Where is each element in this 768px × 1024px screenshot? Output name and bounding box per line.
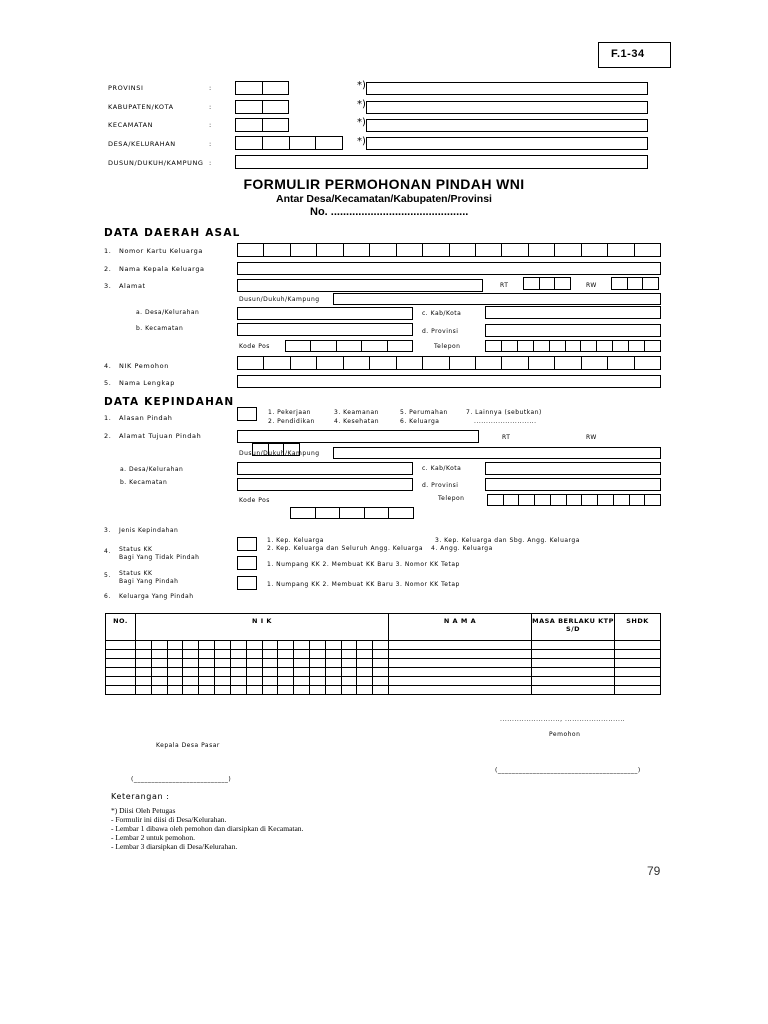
alasan-option: 7. Lainnya (sebutkan) [466, 409, 542, 416]
field-number: 1. [104, 247, 112, 255]
label-kabkota-asal: c. Kab/Kota [422, 310, 462, 317]
label-desa-tujuan: a. Desa/Kelurahan [120, 466, 184, 473]
alasan-option: 4. Kesehatan [334, 418, 380, 425]
label-kepala-desa: Kepala Desa Pasar [156, 742, 220, 749]
table-row[interactable] [106, 668, 661, 677]
nik-field[interactable] [237, 356, 661, 370]
nama-lengkap-field[interactable] [237, 375, 661, 388]
provinsi-name-field[interactable] [366, 82, 648, 95]
col-nik-header: N I K [136, 614, 389, 641]
label-status-tidak-sub: Bagi Yang Tidak Pindah [119, 554, 200, 561]
label-provinsi: PROVINSI [108, 84, 144, 92]
label-kodepos-tujuan: Kode Pos [239, 497, 270, 504]
colon: : [209, 103, 212, 111]
kabkota-tujuan-field[interactable] [485, 462, 661, 475]
section-asal-heading: DATA DAERAH ASAL [104, 227, 241, 239]
label-nik: NIK Pemohon [119, 362, 169, 370]
kabkota-asal-field[interactable] [485, 306, 661, 319]
table-row[interactable] [106, 686, 661, 695]
kodepos-asal-field[interactable] [285, 340, 413, 352]
telepon-tujuan-field[interactable] [487, 494, 661, 506]
colon: : [209, 159, 212, 167]
jenis-field[interactable] [237, 537, 257, 551]
field-number: 2. [104, 265, 112, 273]
note-item: - Lembar 1 dibawa oleh pemohon dan diarsipkan di Kecamatan. [111, 824, 304, 833]
label-kecamatan-asal: b. Kecamatan [136, 325, 184, 332]
label-nomor-kk: Nomor Kartu Keluarga [119, 247, 203, 255]
alasan-option: 1. Pekerjaan [268, 409, 311, 416]
status-pindah-options: 1. Numpang KK 2. Membuat KK Baru 3. Nomor KK Tetap [267, 581, 460, 588]
jenis-option: 3. Kep. Keluarga dan Sbg. Angg. Keluarga [435, 537, 580, 544]
desa-name-field[interactable] [366, 137, 648, 150]
alamat-tujuan-field[interactable] [237, 430, 479, 443]
jenis-option: 1. Kep. Keluarga [267, 537, 324, 544]
alasan-field[interactable] [237, 407, 257, 421]
label-rw: RW [586, 282, 597, 289]
dusun-tujuan-field[interactable] [333, 447, 661, 459]
label-alamat: Alamat [119, 282, 146, 290]
alasan-other-line: .......................... [474, 418, 537, 425]
field-number: 6. [104, 593, 111, 600]
label-desa-asal: a. Desa/Kelurahan [136, 309, 200, 316]
label-nama-kepala: Nama Kepala Keluarga [119, 265, 205, 273]
label-status-tidak: Status KK [119, 546, 153, 553]
label-keluarga: Keluarga Yang Pindah [119, 593, 194, 600]
family-table [105, 613, 661, 695]
col-shdk-header: SHDK [615, 614, 661, 641]
alasan-option: 2. Pendidikan [268, 418, 315, 425]
field-number: 1. [104, 414, 112, 422]
label-kabupaten: KABUPATEN/KOTA [108, 103, 174, 111]
col-masa-header: MASA BERLAKU KTP S/D [532, 614, 615, 641]
desa-asal-field[interactable] [237, 307, 413, 320]
rw-field[interactable] [611, 277, 659, 290]
asterisk-note: *) [357, 80, 366, 91]
kodepos-tujuan-field[interactable] [290, 507, 414, 519]
provinsi-asal-field[interactable] [485, 324, 661, 337]
status-tidak-field[interactable] [237, 556, 257, 570]
asterisk-note: *) [357, 136, 366, 147]
label-alamat-tujuan: Alamat Tujuan Pindah [119, 432, 202, 440]
asterisk-note: *) [357, 99, 366, 110]
signature-line-pemohon: (________________________________________) [495, 767, 641, 774]
field-number: 4. [104, 362, 112, 370]
label-dusun-tujuan: Dusun/Dukuh/Kampung [239, 450, 320, 457]
table-row[interactable] [106, 677, 661, 686]
kecamatan-asal-field[interactable] [237, 323, 413, 336]
page-number: 79 [647, 864, 661, 878]
label-alasan: Alasan Pindah [119, 414, 173, 422]
jenis-option: 4. Angg. Keluarga [431, 545, 493, 552]
label-dusun: DUSUN/DUKUH/KAMPUNG [108, 159, 204, 167]
label-status-pindah-sub: Bagi Yang Pindah [119, 578, 179, 585]
label-telepon-tujuan: Telepon [438, 495, 465, 502]
table-row[interactable] [106, 650, 661, 659]
field-number: 5. [104, 572, 111, 579]
note-item: - Lembar 3 diarsipkan di Desa/Kelurahan. [111, 842, 238, 851]
colon: : [209, 121, 212, 129]
field-number: 5. [104, 379, 112, 387]
form-number: No. ............................................. [310, 206, 469, 218]
field-number: 2. [104, 432, 112, 440]
label-kodepos-asal: Kode Pos [239, 343, 270, 350]
note-item: - Formulir ini diisi di Desa/Kelurahan. [111, 815, 227, 824]
form-code: F.1-34 [611, 48, 645, 60]
label-telepon-asal: Telepon [434, 343, 461, 350]
place-date-line: ........................., ......................... [500, 716, 626, 723]
alasan-option: 6. Keluarga [400, 418, 440, 425]
label-desa: DESA/KELURAHAN [108, 140, 176, 148]
alamat-field[interactable] [237, 279, 483, 292]
note-item: - Lembar 2 untuk pemohon. [111, 833, 195, 842]
asterisk-note: *) [357, 117, 366, 128]
label-status-pindah: Status KK [119, 570, 153, 577]
section-pindah-heading: DATA KEPINDAHAN [104, 396, 235, 408]
colon: : [209, 140, 212, 148]
dusun-asal-field[interactable] [333, 293, 661, 305]
colon: : [209, 84, 212, 92]
note-item: *) Diisi Oleh Petugas [111, 806, 176, 815]
label-jenis: Jenis Kepindahan [119, 527, 179, 534]
nama-kepala-field[interactable] [237, 262, 661, 275]
table-row[interactable] [106, 641, 661, 650]
nomor-kk-field[interactable] [237, 243, 661, 257]
col-no-header: NO. [106, 614, 136, 641]
label-kabkota-tujuan: c. Kab/Kota [422, 465, 462, 472]
form-subtitle: Antar Desa/Kecamatan/Kabupaten/Provinsi [276, 193, 492, 205]
jenis-option: 2. Kep. Keluarga dan Seluruh Angg. Keluarga [267, 545, 424, 552]
label-pemohon: Pemohon [549, 731, 581, 738]
label-rw: RW [586, 434, 597, 441]
desa-tujuan-field[interactable] [237, 462, 413, 475]
status-tidak-options: 1. Numpang KK 2. Membuat KK Baru 3. Nomor KK Tetap [267, 561, 460, 568]
provinsi-code-field[interactable] [235, 81, 289, 95]
label-nama-lengkap: Nama Lengkap [119, 379, 175, 387]
field-number: 3. [104, 282, 112, 290]
field-number: 3. [104, 527, 111, 534]
provinsi-tujuan-field[interactable] [485, 478, 661, 491]
form-title: FORMULIR PERMOHONAN PINDAH WNI [243, 176, 525, 192]
label-provinsi-asal: d. Provinsi [422, 328, 459, 335]
label-kecamatan-tujuan: b. Kecamatan [120, 479, 168, 486]
desa-code-field[interactable] [235, 136, 343, 150]
signature-line-kepala: (___________________________) [131, 776, 232, 783]
table-row[interactable] [106, 659, 661, 668]
kecamatan-name-field[interactable] [366, 119, 648, 132]
dusun-field[interactable] [235, 155, 648, 169]
kabupaten-name-field[interactable] [366, 101, 648, 114]
label-rt: RT [502, 434, 511, 441]
kabupaten-code-field[interactable] [235, 100, 289, 114]
col-nama-header: N A M A [389, 614, 532, 641]
kecamatan-code-field[interactable] [235, 118, 289, 132]
label-kecamatan: KECAMATAN [108, 121, 154, 129]
kecamatan-tujuan-field[interactable] [237, 478, 413, 491]
field-number: 4. [104, 548, 111, 555]
notes-heading: Keterangan : [111, 792, 170, 801]
label-provinsi-tujuan: d. Provinsi [422, 482, 459, 489]
status-pindah-field[interactable] [237, 576, 257, 590]
label-dusun-asal: Dusun/Dukuh/Kampung [239, 296, 320, 303]
label-rt: RT [500, 282, 509, 289]
alasan-option: 3. Keamanan [334, 409, 379, 416]
rt-field[interactable] [523, 277, 571, 290]
alasan-option: 5. Perumahan [400, 409, 448, 416]
telepon-asal-field[interactable] [485, 340, 661, 352]
